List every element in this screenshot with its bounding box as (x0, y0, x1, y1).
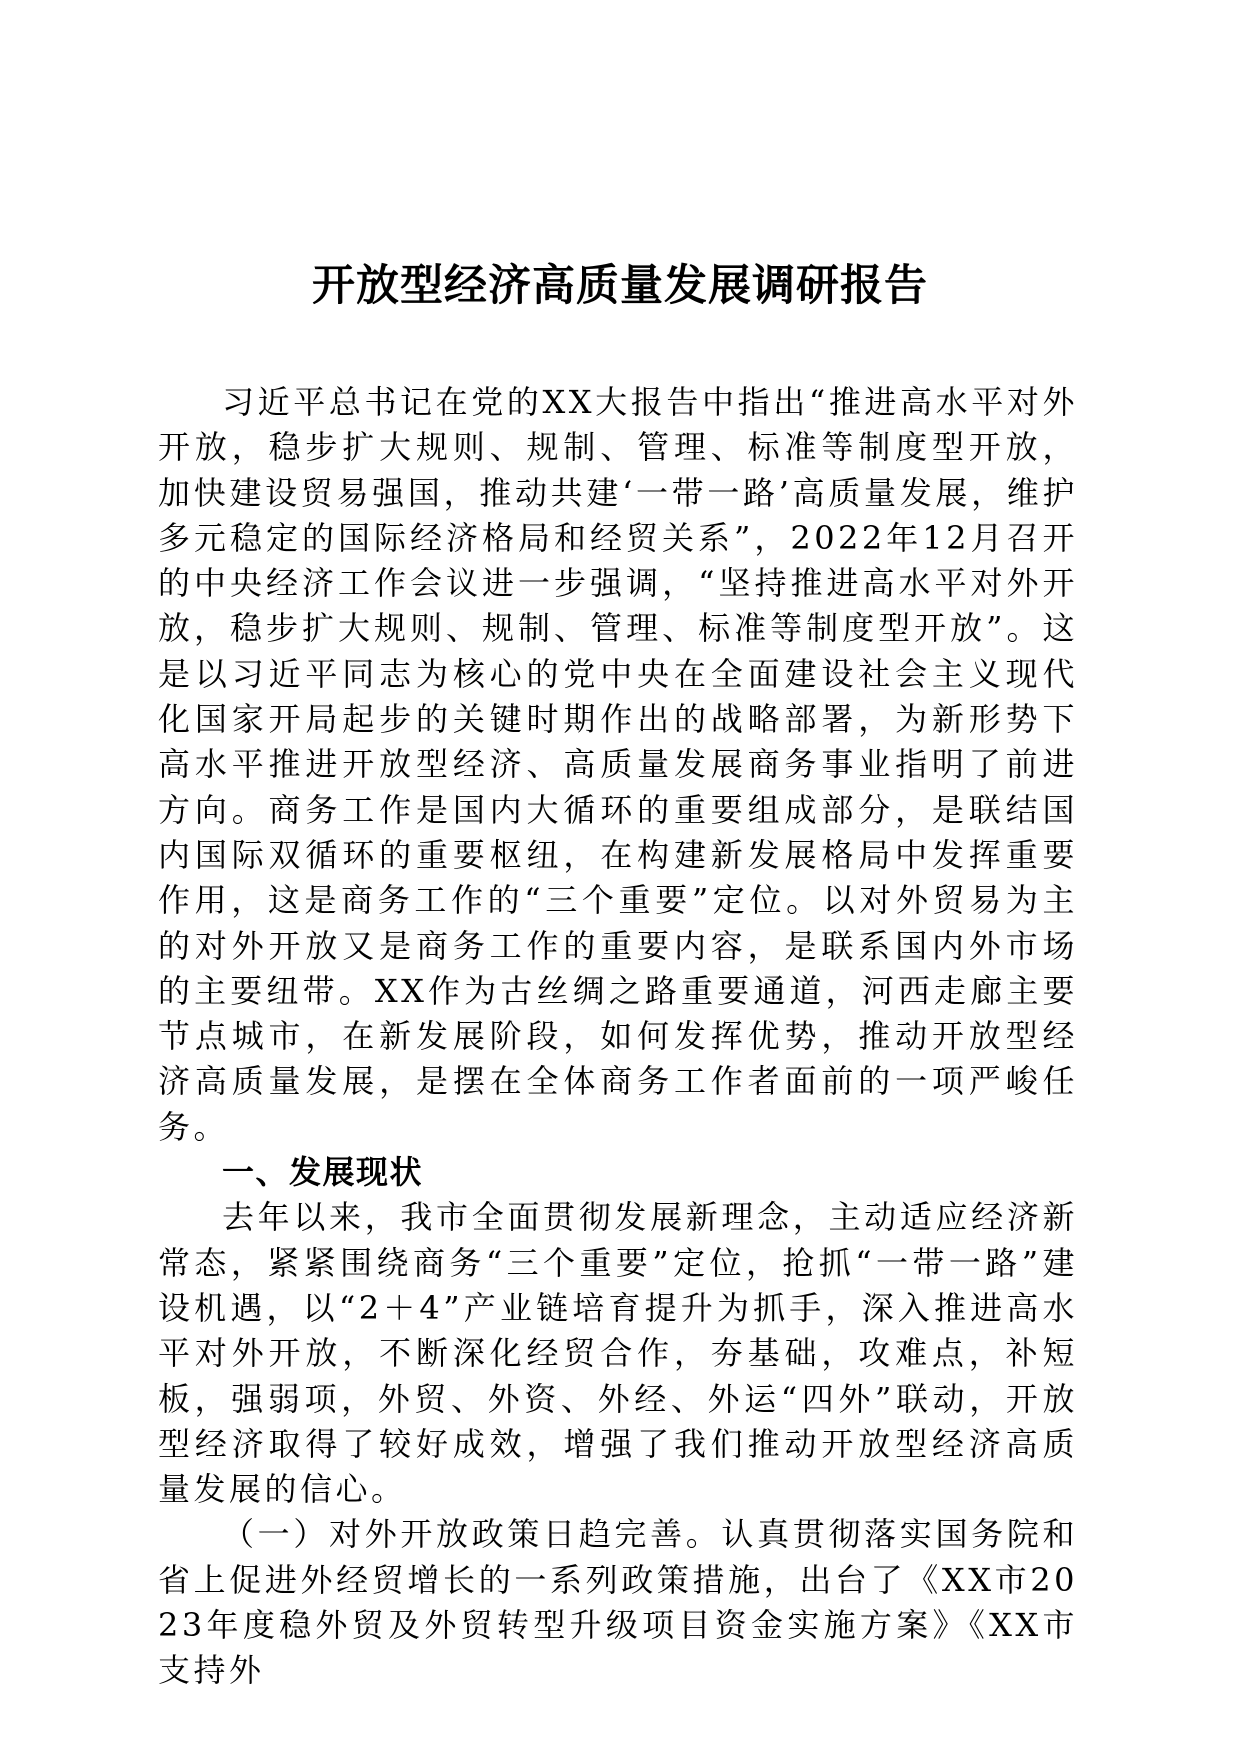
document-body (158, 380, 1078, 1694)
intro-paragraph: 习近平总书记在党的XX大报告中指出“推进高水平对外开放，稳步扩大规则、规制、管理、标准等制度型开放，加快建设贸易强国，推动共建‘一带一路’高质量发展，维护多元稳定的国际经济格局和经贸关系”，2022年12月召开的中央经济工作会议进一步强调，“坚持推进高水平对外开放，稳步扩大规则、规制、管理、标准等制度型开放”。这是以习近平同志为核心的党中央在全面建设社会主义现代化国家开局起步的关键时期作出的战略部署，为新形势下高水平推进开放型经济、高质量发展商务事业指明了前进方向。商务工作是国内大循环的重要组成部分，是联结国内国际双循环的重要枢纽，在构建新发展格局中发挥重要作用，这是商务工作的“三个重要”定位。以对外贸易为主的对外开放又是商务工作的重要内容，是联系国内外市场的主要纽带。XX作为古丝绸之路重要通道，河西走廊主要节点城市，在新发展阶段，如何发挥优势，推动开放型经济高质量发展，是摆在全体商务工作者面前的一项严峻任务。 (158, 383, 1078, 1146)
section-paragraph: （一）对外开放政策日趋完善。认真贯彻落实国务院和省上促进外经贸增长的一系列政策措施，出台了《XX市2023年度稳外贸及外贸转型升级项目资金实施方案》《XX市支持外 (158, 1515, 1078, 1690)
section-heading: 一、发展现状 (222, 1153, 424, 1192)
page-title: 开放型经济高质量发展调研报告 (312, 261, 928, 311)
section-paragraph: 去年以来，我市全面贯彻发展新理念，主动适应经济新常态，紧紧围绕商务“三个重要”定位，抢抓“一带一路”建设机遇，以“2＋4”产业链培育提升为抓手，深入推进高水平对外开放，不断深化经贸合作，夯基础，攻难点，补短板，强弱项，外贸、外资、外经、外运“四外”联动，开放型经济取得了较好成效，增强了我们推动开放型经济高质量发展的信心。 (158, 1198, 1078, 1509)
